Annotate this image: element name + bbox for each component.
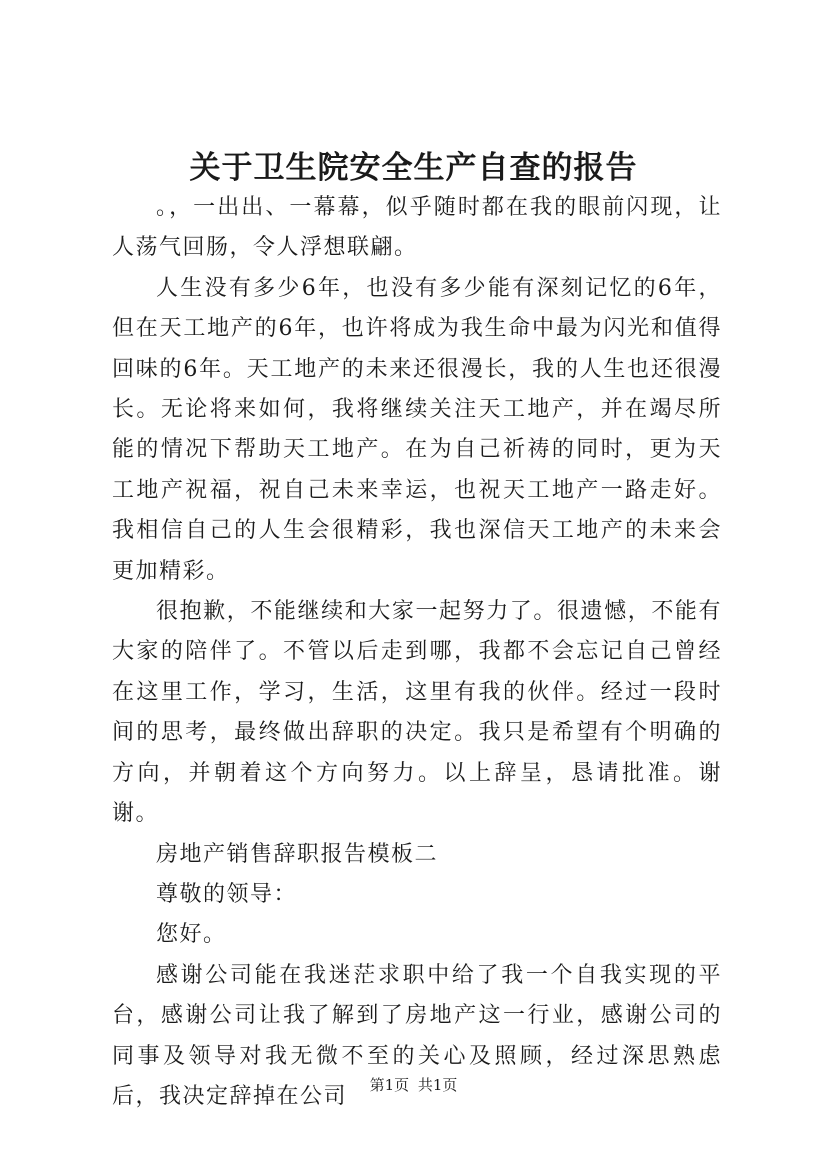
section-heading: 房地产销售辞职报告模板二 (156, 841, 439, 867)
page-footer (0, 1075, 827, 1095)
paragraph-7: 感谢公司能在我迷茫求职中给了我一个自我实现的平台，感谢公司让我了解到了房地产这一行业，感谢公司的同事及领导对我无微不至的关心及照顾，经过深思熟虑后，我决定辞掉在公司 (112, 962, 722, 1109)
page-total: 共1页 (417, 1076, 458, 1094)
paragraph-2: 人生没有多少6年，也没有多少能有深刻记忆的6年，但在天工地产的6年，也许将成为我生命中最为闪光和值得回味的6年。天工地产的未来还很漫长，我的人生也还很漫长。无论将来如何，我将继续关注天工地产，并在竭尽所能的情况下帮助天工地产。在为自己祈祷的同时，更为天工地产祝福，祝自己未来幸运，也祝天工地产一路走好。我相信自己的人生会很精彩，我也深信天工地产的未来会更加精彩。 (112, 275, 722, 584)
greeting: 您好。 (156, 922, 227, 948)
document-body (112, 188, 722, 1117)
paragraph-3: 很抱歉，不能继续和大家一起努力了。很遗憾，不能有大家的陪伴了。不管以后走到哪，我都不会忘记自己曾经在这里工作，学习，生活，这里有我的伙伴。经过一段时间的思考，最终做出辞职的决定。我只是希望有个明确的方向，并朝着这个方向努力。以上辞呈，恳请批准。谢谢。 (112, 599, 722, 827)
salutation: 尊敬的领导： (156, 881, 298, 907)
document-title: 关于卫生院安全生产自查的报告 (189, 150, 638, 186)
paragraph-1: 。，一出出、一幕幕，似乎随时都在我的眼前闪现，让人荡气回肠，令人浮想联翩。 (112, 195, 722, 261)
page-number: 第1页 (369, 1076, 410, 1094)
